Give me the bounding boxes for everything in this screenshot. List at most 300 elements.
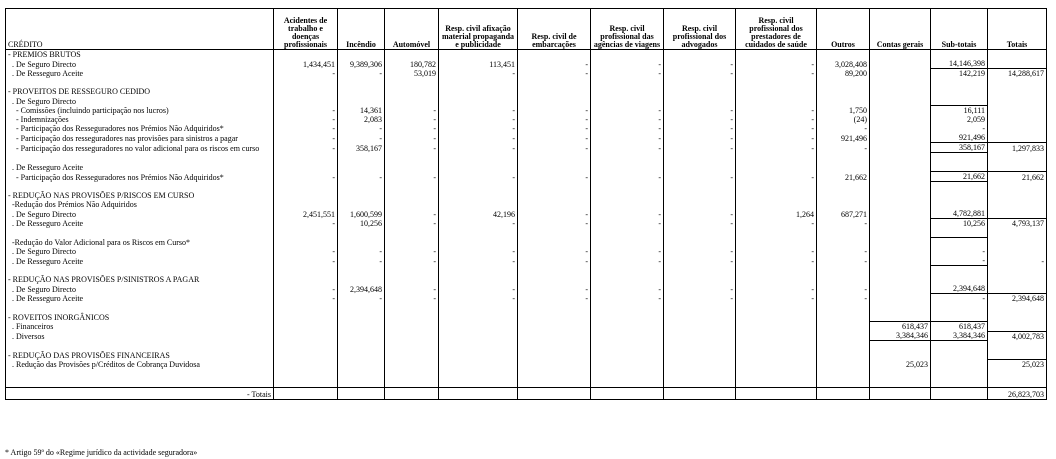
table-cell — [817, 322, 870, 332]
table-cell: - — [591, 106, 664, 116]
table-cell — [870, 350, 931, 360]
table-row — [6, 219, 1047, 229]
table-cell: 10,256 — [931, 219, 988, 229]
table-cell: - — [518, 256, 591, 266]
table-cell — [664, 153, 736, 163]
table-cell — [736, 331, 817, 341]
table-cell — [439, 191, 518, 200]
table-cell — [518, 200, 591, 209]
table-cell — [736, 50, 817, 60]
table-cell — [988, 378, 1047, 388]
table-cell — [870, 294, 931, 304]
table-cell: - — [385, 209, 439, 219]
table-cell — [817, 191, 870, 200]
table-cell: - — [274, 219, 338, 229]
table-cell — [274, 303, 338, 312]
table-cell — [988, 106, 1047, 116]
table-cell — [591, 200, 664, 209]
table-cell — [338, 200, 385, 209]
table-cell — [988, 341, 1047, 351]
table-row — [6, 266, 1047, 276]
table-cell — [439, 228, 518, 238]
table-row — [6, 96, 1047, 106]
table-cell: - — [664, 256, 736, 266]
table-cell — [385, 322, 439, 332]
table-cell: 2,059 — [931, 115, 988, 124]
table-cell: - — [385, 106, 439, 116]
table-cell: - — [664, 284, 736, 294]
table-cell: 2,394,648 — [338, 284, 385, 294]
table-cell — [274, 350, 338, 360]
table-cell — [736, 87, 817, 96]
table-row — [6, 191, 1047, 200]
table-row — [6, 59, 1047, 69]
table-cell — [439, 96, 518, 106]
table-cell — [518, 162, 591, 172]
table-cell — [591, 153, 664, 163]
table-cell: 2,451,551 — [274, 209, 338, 219]
row-label: - REDUÇÃO NAS PROVISÕES P/SINISTROS A PAGAR — [6, 275, 274, 284]
table-cell: - — [664, 247, 736, 256]
table-cell — [274, 275, 338, 284]
table-cell: - — [931, 124, 988, 133]
column-header: Resp. civil profissional dos prestadores de cuidados de saúde — [736, 9, 817, 50]
table-cell — [931, 182, 988, 192]
table-cell: - — [518, 59, 591, 69]
table-cell: 1,297,833 — [988, 143, 1047, 153]
table-cell — [338, 78, 385, 87]
table-cell: - — [439, 172, 518, 182]
row-label — [6, 182, 274, 192]
table-cell: - — [591, 256, 664, 266]
table-cell: 4,793,137 — [988, 219, 1047, 229]
table-cell — [439, 322, 518, 332]
row-label: - Comissões (incluindo participação nos lucros) — [6, 106, 274, 116]
table-cell — [385, 200, 439, 209]
table-row — [6, 331, 1047, 341]
table-cell — [274, 200, 338, 209]
table-cell: - — [736, 256, 817, 266]
table-row — [6, 341, 1047, 351]
table-cell — [338, 50, 385, 60]
table-cell — [385, 162, 439, 172]
table-cell: - — [274, 124, 338, 133]
table-cell: - — [817, 294, 870, 304]
table-cell: - — [664, 143, 736, 153]
table-cell — [931, 266, 988, 276]
table-cell — [817, 378, 870, 388]
table-cell — [385, 341, 439, 351]
table-cell: - — [385, 284, 439, 294]
table-cell: - — [817, 124, 870, 133]
table-cell — [931, 162, 988, 172]
table-cell — [338, 378, 385, 388]
table-cell — [338, 360, 385, 370]
table-cell: - — [518, 284, 591, 294]
table-cell — [439, 350, 518, 360]
table-row — [6, 69, 1047, 79]
table-cell — [988, 369, 1047, 378]
table-cell — [274, 360, 338, 370]
table-cell — [736, 266, 817, 276]
table-cell — [439, 182, 518, 192]
row-label: - Participação dos Resseguradores nos Prémios Não Adquiridos* — [6, 172, 274, 182]
table-cell — [338, 275, 385, 284]
table-cell: 1,600,599 — [338, 209, 385, 219]
table-cell — [338, 96, 385, 106]
table-cell: 618,437 — [931, 322, 988, 332]
table-cell — [817, 182, 870, 192]
table-cell — [988, 228, 1047, 238]
table-cell — [439, 153, 518, 163]
table-cell: - — [591, 133, 664, 143]
table-cell — [870, 96, 931, 106]
table-cell — [988, 350, 1047, 360]
table-cell — [736, 191, 817, 200]
table-row — [6, 78, 1047, 87]
table-cell: 3,384,346 — [870, 331, 931, 341]
table-cell — [931, 228, 988, 238]
table-cell — [518, 87, 591, 96]
table-cell: - — [274, 143, 338, 153]
table-cell: 16,111 — [931, 106, 988, 116]
table-row — [6, 360, 1047, 370]
row-label — [6, 303, 274, 312]
table-cell — [439, 266, 518, 276]
table-cell — [385, 303, 439, 312]
table-cell — [338, 162, 385, 172]
table-row — [6, 228, 1047, 238]
table-cell — [338, 322, 385, 332]
table-cell — [870, 69, 931, 79]
table-cell: 921,496 — [931, 133, 988, 143]
table-cell: - — [664, 115, 736, 124]
table-cell: - — [736, 115, 817, 124]
table-cell — [988, 182, 1047, 192]
table-cell — [870, 209, 931, 219]
table-cell: - — [518, 219, 591, 229]
footnote: * Artigo 59º do «Regime jurídico da actividade seguradora» — [5, 448, 198, 457]
column-header: Incêndio — [338, 9, 385, 50]
table-row — [6, 303, 1047, 312]
table-cell — [736, 360, 817, 370]
table-cell — [988, 133, 1047, 143]
totals-value: 26,823,703 — [988, 388, 1047, 400]
table-cell — [870, 124, 931, 133]
table-cell — [274, 153, 338, 163]
row-label — [6, 369, 274, 378]
table-cell: - — [439, 115, 518, 124]
row-label: . De Resseguro Aceite — [6, 162, 274, 172]
table-cell — [439, 360, 518, 370]
table-cell: - — [736, 124, 817, 133]
table-cell — [817, 331, 870, 341]
table-cell — [338, 182, 385, 192]
table-cell — [518, 303, 591, 312]
row-label: - PREMIOS BRUTOS — [6, 50, 274, 60]
table-cell: - — [931, 294, 988, 304]
table-cell — [931, 378, 988, 388]
table-cell — [518, 312, 591, 322]
table-cell — [518, 191, 591, 200]
table-cell: 42,196 — [439, 209, 518, 219]
table-cell — [274, 238, 338, 248]
table-cell: - — [817, 219, 870, 229]
table-cell: - — [338, 256, 385, 266]
row-label: . De Seguro Directo — [6, 247, 274, 256]
table-cell — [385, 153, 439, 163]
table-cell — [988, 191, 1047, 200]
table-cell: 687,271 — [817, 209, 870, 219]
table-cell: 25,023 — [988, 360, 1047, 370]
table-cell — [817, 360, 870, 370]
table-cell — [591, 182, 664, 192]
table-cell: - — [591, 115, 664, 124]
table-cell — [439, 50, 518, 60]
table-cell — [385, 50, 439, 60]
table-cell: - — [518, 247, 591, 256]
row-label — [6, 341, 274, 351]
column-header: Sub-totais — [931, 9, 988, 50]
row-label: . De Resseguro Aceite — [6, 219, 274, 229]
table-cell — [817, 87, 870, 96]
table-cell: - — [664, 59, 736, 69]
table-cell — [664, 200, 736, 209]
table-cell — [439, 238, 518, 248]
table-cell — [817, 369, 870, 378]
table-cell — [518, 275, 591, 284]
table-cell — [591, 238, 664, 248]
table-cell: 9,389,306 — [338, 59, 385, 69]
table-cell — [817, 266, 870, 276]
table-cell — [591, 50, 664, 60]
table-cell: - — [274, 294, 338, 304]
table-cell — [870, 369, 931, 378]
table-cell — [439, 275, 518, 284]
table-cell — [988, 96, 1047, 106]
table-cell: 180,782 — [385, 59, 439, 69]
row-label: . De Resseguro Aceite — [6, 69, 274, 79]
table-cell: - — [736, 219, 817, 229]
table-cell — [870, 312, 931, 322]
table-cell — [870, 115, 931, 124]
table-cell — [338, 87, 385, 96]
table-cell: - — [385, 247, 439, 256]
table-row — [6, 238, 1047, 248]
column-header: Resp. civil afixação material propaganda e publicidade — [439, 9, 518, 50]
table-row — [6, 182, 1047, 192]
totals-empty-cell — [338, 388, 385, 400]
table-cell: 921,496 — [817, 133, 870, 143]
table-cell — [988, 162, 1047, 172]
table-cell — [338, 341, 385, 351]
column-header: Outros — [817, 9, 870, 50]
table-cell — [870, 59, 931, 69]
table-cell — [385, 238, 439, 248]
table-cell — [439, 78, 518, 87]
credit-table — [5, 8, 1047, 400]
table-cell: - — [274, 106, 338, 116]
table-cell — [870, 275, 931, 284]
row-label: - Participação dos Resseguradores nos Prémios Não Adquiridos* — [6, 124, 274, 133]
table-cell: - — [385, 133, 439, 143]
table-cell — [518, 182, 591, 192]
table-cell — [988, 78, 1047, 87]
table-cell: - — [931, 247, 988, 256]
table-cell — [988, 209, 1047, 219]
table-cell: - — [518, 172, 591, 182]
table-cell — [664, 228, 736, 238]
row-label: - Participação dos resseguradores nas provisões para sinistros a pagar — [6, 133, 274, 143]
table-cell — [591, 162, 664, 172]
table-cell: - — [736, 133, 817, 143]
table-cell — [664, 303, 736, 312]
table-cell — [817, 312, 870, 322]
table-cell — [931, 87, 988, 96]
table-cell — [736, 200, 817, 209]
table-cell — [870, 78, 931, 87]
table-cell — [591, 275, 664, 284]
table-cell: - — [664, 124, 736, 133]
table-cell: - — [439, 294, 518, 304]
totals-empty-cell — [385, 388, 439, 400]
table-cell: - — [736, 172, 817, 182]
table-cell: 3,384,346 — [931, 331, 988, 341]
table-row — [6, 209, 1047, 219]
table-row — [6, 322, 1047, 332]
table-cell: - — [274, 247, 338, 256]
table-cell: 1,750 — [817, 106, 870, 116]
table-cell — [439, 312, 518, 322]
table-cell — [736, 162, 817, 172]
table-cell: 358,167 — [338, 143, 385, 153]
row-label — [6, 78, 274, 87]
table-cell: - — [439, 69, 518, 79]
table-cell — [988, 266, 1047, 276]
table-cell — [591, 331, 664, 341]
table-row — [6, 369, 1047, 378]
table-cell — [870, 219, 931, 229]
table-cell — [518, 78, 591, 87]
row-label: . De Seguro Directo — [6, 284, 274, 294]
table-cell — [518, 322, 591, 332]
row-label: - REDUÇÃO DAS PROVISÕES FINANCEIRAS — [6, 350, 274, 360]
table-cell — [931, 275, 988, 284]
table-cell — [385, 266, 439, 276]
table-cell: - — [439, 124, 518, 133]
table-cell: - — [518, 124, 591, 133]
table-cell — [664, 87, 736, 96]
table-cell: - — [518, 69, 591, 79]
table-cell: 142,219 — [931, 69, 988, 79]
table-cell — [274, 78, 338, 87]
table-cell — [439, 378, 518, 388]
table-cell — [988, 115, 1047, 124]
table-cell — [988, 153, 1047, 163]
table-cell — [664, 266, 736, 276]
table-cell — [988, 87, 1047, 96]
column-header: Totais — [988, 9, 1047, 50]
table-cell: - — [591, 219, 664, 229]
table-cell — [591, 322, 664, 332]
totals-empty-cell — [736, 388, 817, 400]
table-cell: 14,146,398 — [931, 59, 988, 69]
table-cell — [518, 153, 591, 163]
row-label: - Indemnizações — [6, 115, 274, 124]
row-label: . Financeiros — [6, 322, 274, 332]
table-cell: - — [591, 59, 664, 69]
row-label: - Participação dos resseguradores no valor adicional para os riscos em curso — [6, 143, 274, 153]
table-cell: 53,019 — [385, 69, 439, 79]
header-row — [6, 9, 1047, 50]
table-cell — [274, 322, 338, 332]
table-cell: - — [439, 106, 518, 116]
totals-label: - Totais — [6, 388, 274, 400]
table-cell: - — [439, 247, 518, 256]
table-cell — [591, 266, 664, 276]
table-cell: 3,028,408 — [817, 59, 870, 69]
table-cell — [338, 369, 385, 378]
table-row — [6, 312, 1047, 322]
table-cell — [736, 275, 817, 284]
table-cell — [274, 341, 338, 351]
table-cell — [870, 50, 931, 60]
table-cell — [870, 228, 931, 238]
table-cell: - — [274, 115, 338, 124]
row-label: -Redução dos Prémios Não Adquiridos — [6, 200, 274, 209]
row-label: - PROVEITOS DE RESSEGURO CEDIDO — [6, 87, 274, 96]
table-cell — [591, 378, 664, 388]
totals-empty-cell — [931, 388, 988, 400]
table-cell — [817, 200, 870, 209]
table-cell: - — [518, 115, 591, 124]
table-cell: - — [736, 294, 817, 304]
table-cell: 4,782,881 — [931, 209, 988, 219]
table-cell: - — [439, 256, 518, 266]
table-cell: 1,434,451 — [274, 59, 338, 69]
table-cell: - — [591, 209, 664, 219]
row-label: - REDUÇÃO NAS PROVISÕES P/RISCOS EM CURSO — [6, 191, 274, 200]
table-cell — [385, 191, 439, 200]
row-label: . Redução das Provisões p/Créditos de Cobrança Duvidosa — [6, 360, 274, 370]
table-cell: - — [385, 124, 439, 133]
table-cell — [817, 96, 870, 106]
table-cell — [664, 312, 736, 322]
table-cell: - — [664, 209, 736, 219]
table-cell — [664, 331, 736, 341]
table-cell — [817, 153, 870, 163]
table-row — [6, 284, 1047, 294]
table-cell — [518, 228, 591, 238]
table-cell — [664, 360, 736, 370]
table-cell — [591, 87, 664, 96]
table-cell: - — [591, 247, 664, 256]
table-cell — [385, 78, 439, 87]
table-cell — [870, 143, 931, 153]
totals-empty-cell — [274, 388, 338, 400]
row-label — [6, 378, 274, 388]
table-cell — [664, 50, 736, 60]
table-cell — [385, 378, 439, 388]
row-label: . De Resseguro Aceite — [6, 256, 274, 266]
table-cell — [870, 341, 931, 351]
table-cell — [591, 228, 664, 238]
table-cell — [736, 350, 817, 360]
table-cell: - — [274, 256, 338, 266]
table-cell: 4,002,783 — [988, 331, 1047, 341]
table-cell — [988, 303, 1047, 312]
table-cell — [518, 266, 591, 276]
